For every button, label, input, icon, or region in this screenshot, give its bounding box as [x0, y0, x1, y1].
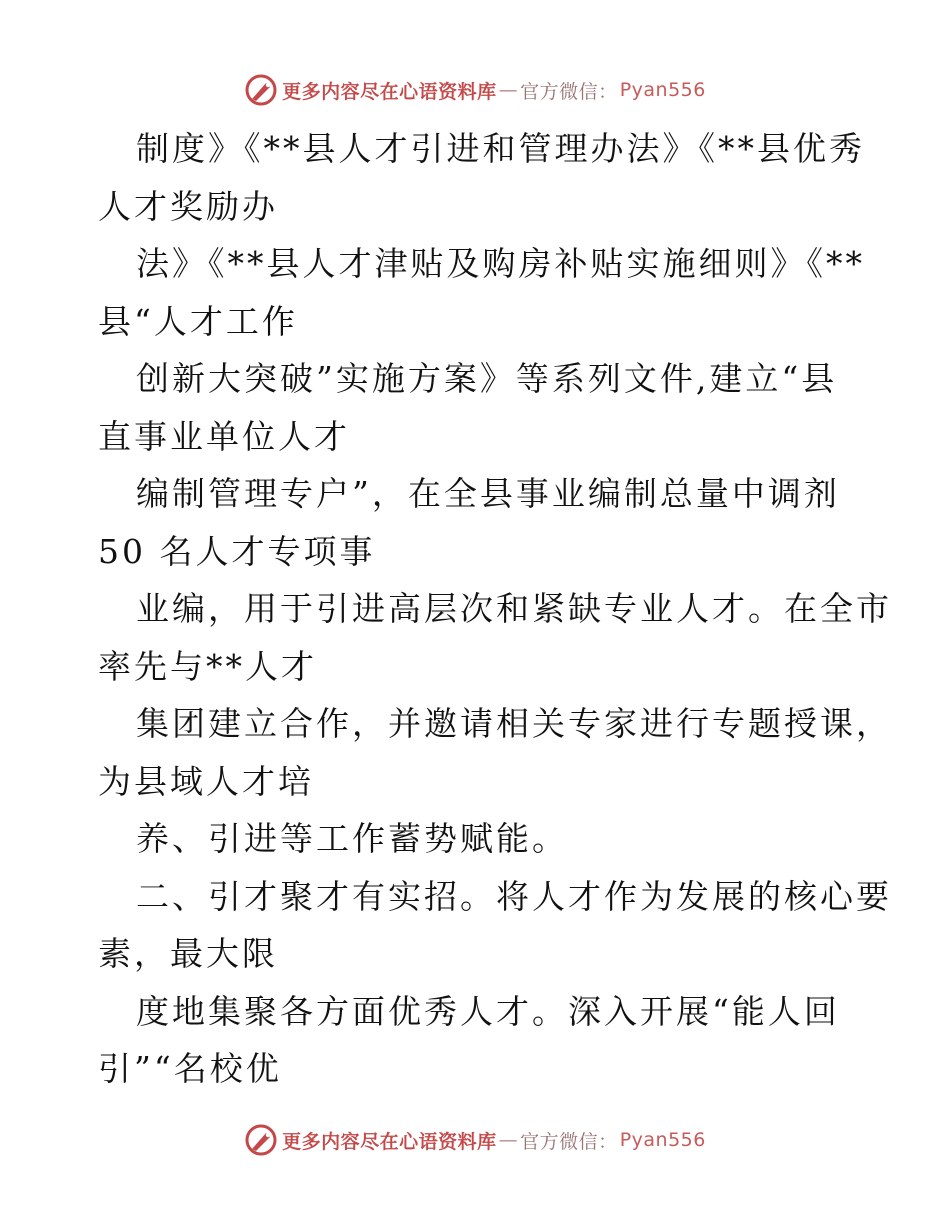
footer-dash: — — [498, 1129, 519, 1151]
body-line: 编制管理专户”，在全县事业编制总量中调剂 — [136, 474, 840, 513]
body-line: 引”“名校优 — [98, 1049, 282, 1088]
body-line: 创新大突破”实施方案》等系列文件,建立“县 — [136, 359, 838, 398]
body-line: 制度》《**县人才引进和管理办法》《**县优秀 — [136, 129, 865, 168]
footer-banner — [0, 1120, 950, 1160]
body-line: 度地集聚各方面优秀人才。深入开展“能人回 — [136, 991, 840, 1031]
header-banner — [0, 70, 950, 110]
body-line: 率先与**人才 — [98, 646, 317, 686]
body-line: 养、引进等工作蓄势赋能。 — [136, 819, 568, 858]
body-line: 集团建立合作，并邀请相关专家进行专题授课， — [136, 704, 892, 743]
body-line: 县“人才工作 — [98, 301, 298, 341]
footer-brand-text: 更多内容尽在心语资料库 — [282, 1130, 497, 1153]
body-line: 为县域人才培 — [98, 761, 314, 801]
body-line: 人才奖励办 — [98, 186, 278, 226]
body-line: 业编，用于引进高层次和紧缺专业人才。在全市 — [136, 589, 892, 628]
body-line: 法》《**县人才津贴及购房补贴实施细则》《** — [136, 244, 865, 283]
body-line: 50 名人才专项事 — [98, 531, 376, 571]
body-line: 素，最大限 — [98, 934, 278, 973]
footer-wechat-id: Pyan556 — [619, 1129, 706, 1151]
pen-nib-logo-icon — [244, 1123, 278, 1157]
section-heading-line: 二、引才聚才有实招。将人才作为发展的核心要 — [136, 876, 892, 916]
body-line: 直事业单位人才 — [98, 416, 350, 456]
header-brand-text: 更多内容尽在心语资料库 — [282, 80, 497, 103]
header-wechat-id: Pyan556 — [619, 79, 706, 101]
document-body — [98, 120, 892, 1098]
footer-official-label: 官方微信： — [520, 1130, 618, 1153]
header-official-label: 官方微信： — [520, 80, 618, 103]
pen-nib-logo-icon — [244, 73, 278, 107]
header-dash: — — [498, 79, 519, 101]
